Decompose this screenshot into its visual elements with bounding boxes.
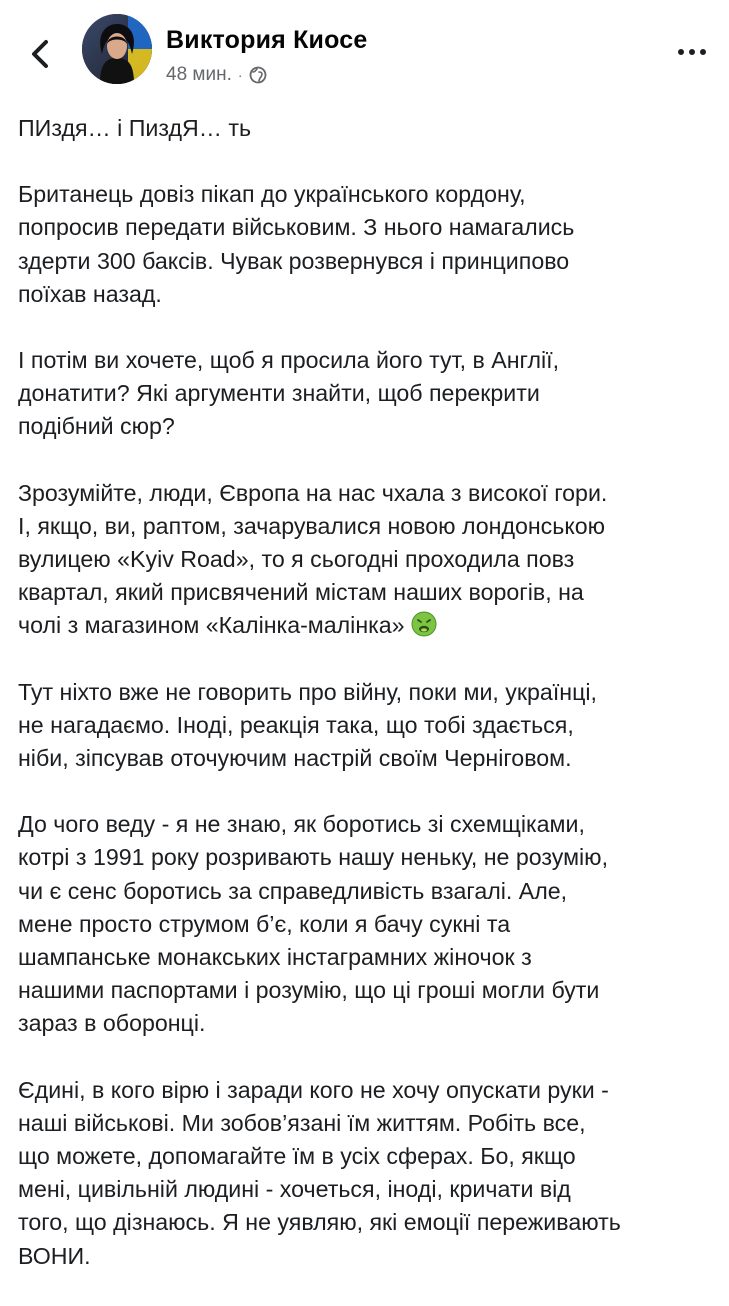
post-text-line-content: ПИздя… і ПиздЯ… ть [18, 115, 252, 141]
post-text-line [18, 1107, 718, 1140]
post-text-line [18, 377, 718, 410]
post-text [18, 112, 718, 1306]
post-text-line-content: шампанське монакських інстаграмних жіночок з [18, 944, 532, 971]
post-paragraph [18, 477, 718, 643]
post-text-line-content: мене просто струмом б’є, коли я бачу сукні та [18, 910, 511, 937]
post-text-line-content: чи є сенс боротись за справедливість взагалі. Але, [18, 877, 568, 904]
post-text-line [18, 609, 718, 642]
post-text-line-content: І потім ви хочете, щоб я просила його тут, в Англії, [18, 347, 560, 374]
post-text-line-content: чолі з магазином «Калінка-малінка» [18, 612, 405, 639]
post-text-line [18, 576, 718, 609]
post-text-line-content: Тут ніхто вже не говорить про війну, поки ми, українці, [18, 678, 597, 705]
globe-icon[interactable] [249, 66, 267, 84]
post-text-line-content: вулицею «Kyiv Road», то я сьогодні проходила повз [18, 546, 575, 573]
post-paragraph [18, 1074, 718, 1273]
post-paragraph [18, 344, 718, 444]
post-text-line [18, 510, 718, 543]
post-text-line-content: ВОНИ. [18, 1242, 91, 1269]
post-text-line-content: І, якщо, ви, раптом, зачарувалися новою лондонською [18, 512, 606, 539]
post-paragraph [18, 676, 718, 776]
more-horizontal-icon-dot [700, 49, 706, 55]
post-text-line [18, 875, 718, 908]
more-horizontal-icon-dot [689, 49, 695, 55]
avatar-image [82, 14, 152, 84]
more-options-button[interactable] [672, 40, 712, 64]
post-text-line [18, 1206, 718, 1239]
post-text-line-content: не нагадаємо. Іноді, реакція така, що тобі здається, [18, 711, 574, 738]
nauseated-face-emoji-icon [411, 611, 437, 637]
post-text-line-content: мені, цивільній людині - хочеться, іноді, кричати від [18, 1176, 571, 1203]
post-text-line-content: подібний сюр? [18, 413, 175, 440]
post-text-line [18, 112, 718, 145]
post-text-line [18, 344, 718, 377]
post-text-line [18, 278, 718, 311]
post-text-line [18, 709, 718, 742]
post-text-line-content: що можете, допомагайте їм в усіх сферах. Бо, якщо [18, 1143, 576, 1170]
chevron-left-icon [29, 39, 51, 69]
back-button[interactable] [22, 34, 58, 74]
post-text-line [18, 1007, 718, 1040]
post-text-line [18, 1240, 718, 1273]
post-header [0, 0, 729, 100]
post-text-line-content: донатити? Які аргументи знайти, щоб перекрити [18, 380, 540, 407]
post-text-line-content: Британець довіз пікап до українського кордону, [18, 181, 526, 208]
post-text-line-content: ніби, зіпсував оточуючим настрій своїм Черніговом. [18, 745, 572, 772]
post-text-line [18, 245, 718, 278]
post-text-line [18, 974, 718, 1007]
post-text-line-content: котрі з 1991 року розривають нашу неньку, не розумію, [18, 844, 609, 871]
post-text-line [18, 941, 718, 974]
post-text-line [18, 908, 718, 941]
avatar[interactable] [82, 14, 152, 84]
post-text-line [18, 477, 718, 510]
post-text-line [18, 1173, 718, 1206]
post-text-line-content: здерти 300 баксів. Чувак розвернувся і принципово [18, 247, 570, 274]
post-text-line-content: поїхав назад. [18, 280, 162, 307]
post-text-line [18, 1140, 718, 1173]
post-text-line-content: попросив передати військовим. З нього намагались [18, 214, 575, 241]
more-horizontal-icon-dot [678, 49, 684, 55]
post-text-line [18, 543, 718, 576]
post-text-line [18, 841, 718, 874]
post-text-line [18, 742, 718, 775]
post-text-line-content: нашими паспортами і розумію, що ці гроші могли бути [18, 977, 600, 1004]
post-text-line-content: зараз в оборонці. [18, 1010, 206, 1037]
post-text-line [18, 211, 718, 244]
meta-separator: · [237, 67, 243, 83]
post-paragraph [18, 808, 718, 1040]
post-text-line [18, 410, 718, 443]
post-text-line-content: Єдині, в кого вірю і заради кого не хочу опускати руки - [18, 1076, 609, 1103]
post-text-line [18, 676, 718, 709]
post-text-line-content: того, що дізнаюсь. Я не уявляю, які емоції переживають [18, 1209, 621, 1236]
post-paragraph [18, 112, 718, 145]
post-text-line [18, 1074, 718, 1107]
post-text-line-content: квартал, який присвячений містам наших ворогів, на [18, 579, 584, 606]
post-text-line-content: наші військові. Ми зобов’язані їм життям. Робіть все, [18, 1109, 586, 1136]
author-name[interactable]: Виктория Киосе [166, 26, 368, 54]
post-text-line [18, 178, 718, 211]
post-meta [166, 64, 267, 86]
post-text-line-content: Зрозумійте, люди, Європа на нас чхала з високої гори. [18, 479, 608, 506]
post-text-line [18, 808, 718, 841]
post-timestamp[interactable]: 48 мин. [166, 64, 232, 85]
post-paragraph [18, 178, 718, 311]
post-text-line-content: До чого веду - я не знаю, як боротись зі схемщіками, [18, 811, 585, 838]
